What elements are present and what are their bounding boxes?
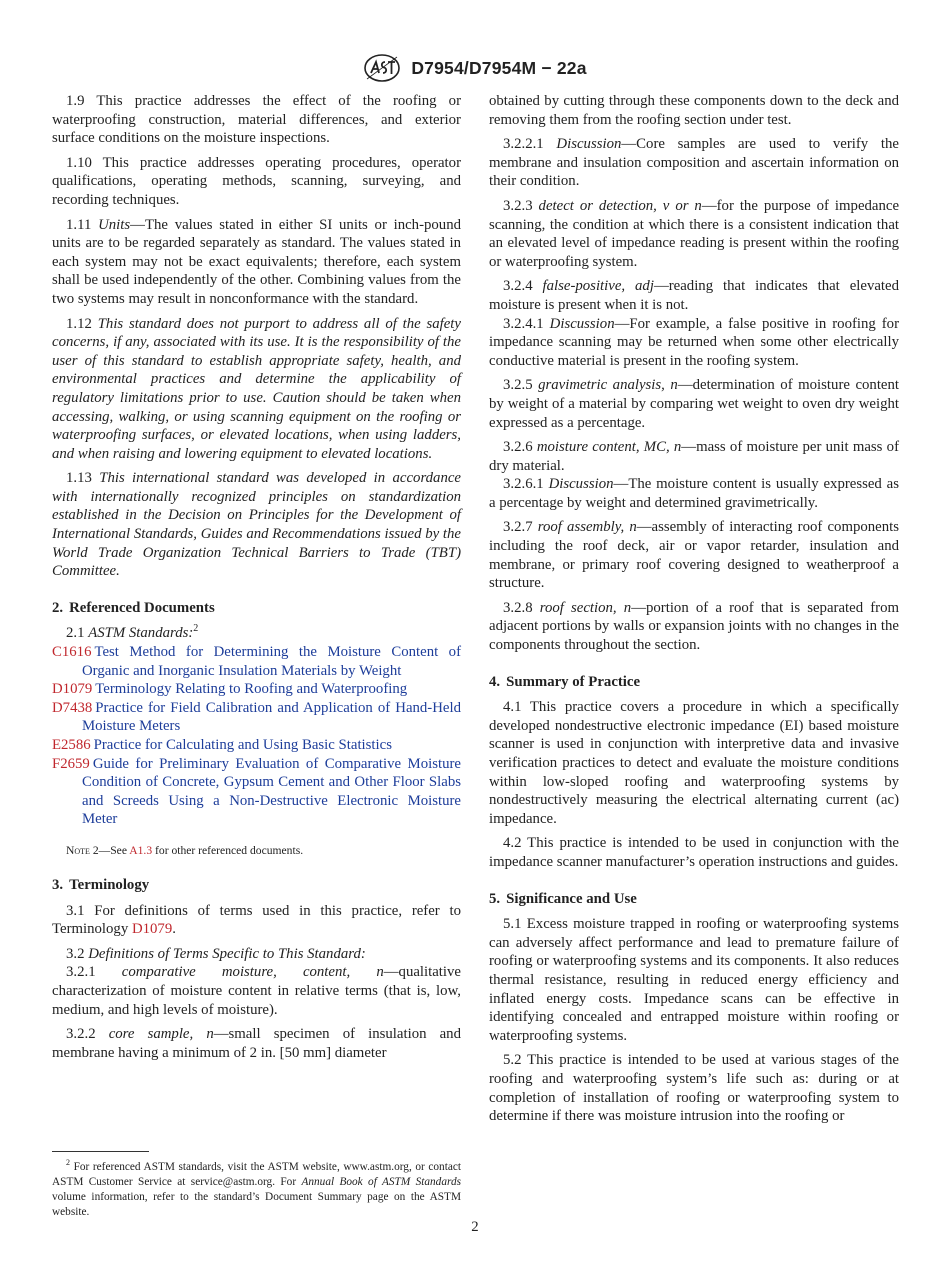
paragraph-3-2 [52,945,461,964]
paragraph-number: 3.2.6 [503,439,533,456]
note-2 [52,843,461,858]
paragraph-text: —qualitative characterization of moisture content in relative terms (that is, low, medium, and high levels of moisture). [52,964,462,1018]
section-title: Significance and Use [506,890,637,907]
paragraph-number: 3.2.2.1 [503,136,544,153]
note-number: 2—See [92,843,127,857]
international-caveat: This international standard was developed in accordance with internationally recognized principles on standardization established in the Decision on Principles for the Development of International Standards, Guides and Recommendations issued by the World Trade Organization Technical Barriers to Trade (TBT) Committee. [52,470,461,580]
paragraph-number: 1.11 [66,216,92,233]
footnote-2 [52,1160,461,1220]
paragraph-1-13 [52,469,461,581]
paragraph-3-2-1 [52,963,461,1019]
paragraph-text: 3.1 For definitions of terms used in this practice, refer to Terminology [52,902,461,938]
paragraph-number: 3.2.6.1 [503,476,544,493]
annex-link[interactable]: A1.3 [129,843,153,857]
term: core sample, n [108,1026,214,1043]
footnote-text: volume information, refer to the standard’s Document Summary page on the ASTM website. [52,1191,461,1218]
paragraph-1-9: 1.9 This practice addresses the effect of the roofing or waterproofing construction, material differences, and exterior surface conditions on the moisture inspections. [52,93,461,147]
paragraph-number: 3.2.1 [66,964,96,981]
term: Discussion [549,315,615,332]
section-number: 4. [489,673,501,690]
paragraph-text: —assembly of interacting roof components including the roof deck, air or vapor retarder, insulation and membrane, or primary roof covering designed to weatherproof a structure. [489,519,899,592]
section-title: Referenced Documents [69,599,215,616]
paragraph-number: 3.2.4 [503,278,533,295]
paragraph-4-2: 4.2 This practice is intended to be used in conjunction with the impedance scanner manufacturer’s operation instructions and guides. [489,835,899,870]
footnote-text: For referenced ASTM standards, visit the ASTM website, www.astm.org, or contact ASTM Customer Service at service@astm.org. For [52,1161,461,1188]
paragraph-text: —small specimen of insulation and membrane having a minimum of 2 in. [50 mm] diameter [52,1026,461,1061]
page-header [0,52,950,84]
reference-title-link[interactable]: Practice for Field Calibration and Application of Hand-Held Moisture Meters [82,699,461,735]
paragraph-3-2-6-1 [489,475,899,512]
paragraph-3-1 [52,902,461,939]
reference-title-link[interactable]: Terminology Relating to Roofing and Waterproofing [95,681,408,698]
paragraph-number: 3.2.3 [503,197,533,214]
section-title: Terminology [69,876,150,893]
reference-list [52,643,461,829]
term: false-positive, adj [542,278,654,295]
page-number: 2 [471,1219,479,1235]
term: roof section, n [539,599,632,616]
right-column [489,92,899,1132]
reference-item[interactable] [52,736,461,755]
term: Discussion [548,476,614,493]
term: comparative moisture, content, n [121,964,384,981]
section-title: Summary of Practice [506,673,641,690]
section-number: 3. [52,876,64,893]
reference-item[interactable] [52,699,461,736]
section-heading-5 [489,890,899,909]
paragraph-number: 1.12 [66,315,92,332]
paragraph-3-2-4-1 [489,315,899,371]
term: Discussion [556,136,622,153]
reference-title-link[interactable]: Practice for Calculating and Using Basic Statistics [93,737,392,753]
document-designation: D7954/D7954M − 22a [411,57,587,78]
reference-title-link[interactable]: Test Method for Determining the Moisture Content of Organic and Inorganic Insulation Materials by Weight [82,644,461,679]
reference-item[interactable] [52,755,461,829]
reference-code-link[interactable]: C1616 [52,644,92,661]
paragraph-5-2: 5.2 This practice is intended to be used at various stages of the roofing and waterproofing system’s life such as: during or at completion of installation of roofing or waterproofing system to determine if there was moisture intrusion into the roofing or [489,1052,899,1125]
paragraph-text: —portion of a roof that is separated from adjacent portions by walls or expansion joints with no changes in the components throughout the section. [489,599,900,654]
paragraph-4-1: 4.1 This practice covers a procedure in which a specifically developed nondestructive electronic impedance (EI) based moisture scanner is used in conjunction with interpretive data and invasive verification practices to detect and evaluate the moisture conditions within low-sloped roofing and waterproofing systems by nondestructively measuring the electrical alternating current (ac) impedance. [489,699,899,827]
paragraph-number: 3.2 [66,945,85,962]
paragraph-2-1 [52,624,461,643]
paragraph-number: 3.2.2 [66,1026,96,1043]
paragraph-number: 3.2.5 [503,377,533,394]
paragraph-number: 2.1 [66,625,85,642]
safety-caveat: This standard does not purport to address all of the safety concerns, if any, associated with its use. It is the responsibility of the user of this standard to establish appropriate safety, health, and environmental practices and determine the applicability of regulatory limitations prior to use. Caution should be taken when accessing, walking, or using scanning equipment on the roofing or waterproofing surfaces, or elevated locations, when using ladders, and when raising and lowering equipment to elevated locations. [52,315,461,462]
footnote-italic: Annual Book of ASTM Standards [301,1176,462,1188]
paragraph-text: —The moisture content is usually expressed as a percentage by weight and determined gravimetrically. [489,476,899,511]
paragraph-text: —reading that indicates that elevated moisture is present when it is not. [489,278,899,313]
term: roof assembly, n [537,519,637,536]
paragraph-3-2-4 [489,277,899,314]
section-heading-3 [52,876,461,895]
paragraph-text: —for the purpose of impedance scanning, the condition at which there is a consistent indication that an elevated level of impedance reading is present within the roofing or waterproofing system. [489,197,900,270]
term: Definitions of Terms Specific to This Standard: [88,945,366,962]
paragraph-3-2-6 [489,438,899,475]
paragraph-3-2-5 [489,376,899,432]
terminology-link[interactable]: D1079 [131,921,173,938]
paragraph-number: 3.2.8 [503,599,533,616]
section-heading-2 [52,599,461,618]
reference-code-link[interactable]: D1079 [52,681,93,698]
paragraph-1-12 [52,315,461,464]
paragraph-text: —determination of moisture content by weight of a material by comparing wet weight to oven dry weight expressed as a percentage. [489,377,900,431]
section-heading-4 [489,673,899,692]
paragraph-1-11 [52,216,461,309]
footnote-marker: 2 [66,1158,70,1168]
term: gravimetric analysis, n [538,377,678,394]
term: Units [98,216,131,233]
astm-logo-icon [363,53,401,83]
paragraph-3-2-7 [489,518,899,592]
section-number: 2. [52,599,64,616]
note-label: Note [66,843,90,857]
paragraph-text: —Core samples are used to verify the membrane and insulation composition and ascertain information on their condition. [489,136,899,190]
reference-code-link[interactable]: D7438 [52,699,93,716]
paragraph-1-10: 1.10 This practice addresses operating procedures, operator qualifications, operating methods, scanning, surveying, and recording techniques. [52,154,461,208]
paragraph-text: —mass of moisture per unit mass of dry material. [489,439,899,474]
footnote-marker[interactable]: 2 [193,623,199,635]
term: detect or detection, v or n [538,197,702,214]
footnote-divider [52,1151,149,1152]
left-column [52,92,461,1068]
term: moisture content, MC, n [536,439,682,456]
reference-item[interactable] [52,643,461,680]
paragraph-3-2-8 [489,599,899,655]
reference-code-link[interactable]: F2659 [52,755,90,772]
paragraph-text: —The values stated in either SI units or inch-pound units are to be regarded separately as standard. The values stated in each system may not be exact equivalents; therefore, each system shall be used independently of the other. Combining values from the two systems may result in nonconformance with the standard. [52,216,461,307]
paragraph-number: 3.2.4.1 [503,315,544,332]
paragraph-3-2-2-continued: obtained by cutting through these components down to the deck and removing them from the roofing section under test. [489,93,899,128]
paragraph-number: 3.2.7 [503,519,533,536]
paragraph-3-2-3 [489,197,899,271]
paragraph-3-2-2-1 [489,135,899,191]
reference-title-link[interactable]: Guide for Preliminary Evaluation of Comparative Moisture Condition of Concrete, Gypsum Cement and Other Floor Slabs and Screeds Using a Non-Destructive Electronic Moisture Meter [82,755,461,828]
section-number: 5. [489,890,501,907]
note-text: for other referenced documents. [155,843,304,857]
reference-code-link[interactable]: E2586 [52,737,91,753]
paragraph-5-1: 5.1 Excess moisture trapped in roofing or waterproofing systems can adversely affect performance and lead to premature failure of roofing or waterproofing systems and its components. It also reduces thermal resistance, resulting in reduced energy efficiency and inflated energy costs. Impedance scans can be effective in identifying concealed and entrapped moisture within roofing or waterproofing systems. [489,916,899,1044]
reference-item[interactable] [52,680,461,699]
paragraph-3-2-2 [52,1025,461,1062]
paragraph-number: 1.13 [66,470,92,487]
punctuation: . [172,921,176,938]
term: ASTM Standards: [88,625,194,642]
paragraph-text: —For example, a false positive in roofing for impedance scanning may be returned when some other electrically conductive material is present in the roofing system. [489,315,899,369]
